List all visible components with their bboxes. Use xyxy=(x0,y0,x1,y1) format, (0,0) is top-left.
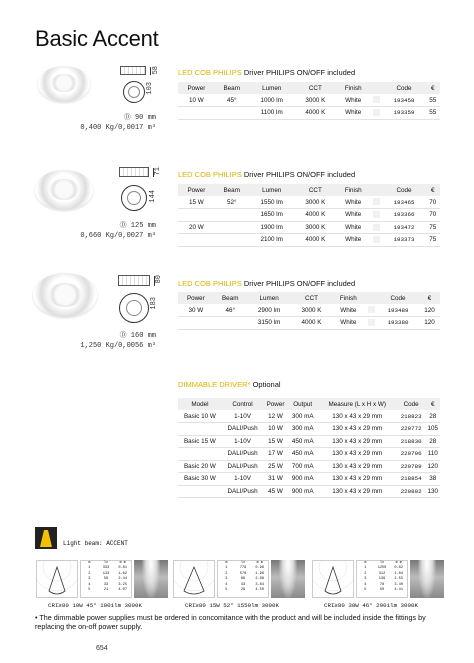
price-cell: 38 xyxy=(426,473,441,486)
finish-cell: White xyxy=(332,304,366,317)
column-header: Lumen xyxy=(249,82,295,94)
code-cell: 193373 xyxy=(383,234,426,247)
table-row xyxy=(178,473,440,486)
control-cell: 1-10V xyxy=(222,410,263,423)
finish-cell: White xyxy=(336,209,371,222)
footnote: • The dimmable power supplies must be ordered in concomitance with the product and will be included inside the fittings by replacing the on-off power supply. xyxy=(35,613,426,631)
lumen-cell: 1900 lm xyxy=(249,221,295,234)
photometric-cell: 778 xyxy=(239,566,247,571)
beam-rendering xyxy=(134,560,168,598)
photometric-caption: CRI≥80 15W 52° 1550lm 3000K xyxy=(185,602,279,609)
power-cell: 45 W xyxy=(263,485,288,498)
power-cell: 25 W xyxy=(263,460,288,473)
code-cell: 193359 xyxy=(383,107,426,120)
control-cell: DALI/Push xyxy=(222,460,263,473)
price-cell: 28 xyxy=(426,435,441,448)
price-cell: 75 xyxy=(426,234,441,247)
beam-cell xyxy=(215,107,249,120)
table-row xyxy=(178,221,440,234)
photometric-cell: 578 xyxy=(239,571,247,576)
photometric-cell: 5 xyxy=(88,587,91,592)
table-row xyxy=(178,410,440,423)
photometric-table xyxy=(217,560,269,598)
diameter: Ⓓ 125 mm xyxy=(119,222,156,230)
power-cell: 15 W xyxy=(178,196,215,209)
beam-rendering xyxy=(271,560,305,598)
photometric-cell: 139 xyxy=(378,577,386,582)
control-cell: DALI/Push xyxy=(222,423,263,436)
finish-swatch xyxy=(371,94,383,107)
width-dimension: 103 xyxy=(146,82,154,95)
measure-cell: 130 x 43 x 29 mm xyxy=(318,485,397,498)
column-header: Code xyxy=(383,184,426,196)
photometric-cell: 333 xyxy=(102,566,110,571)
model-cell: Basic 30 W xyxy=(178,473,222,486)
beam-cell: 52° xyxy=(215,196,249,209)
heading-rest: Driver PHILIPS ON/OFF included xyxy=(241,279,356,288)
model-cell xyxy=(178,448,222,461)
photometric-cell: 1 xyxy=(225,566,228,571)
lumen-cell: 1550 lm xyxy=(249,196,295,209)
column-header: Beam xyxy=(215,82,249,94)
measure-cell: 130 x 43 x 29 mm xyxy=(318,473,397,486)
price-cell: 28 xyxy=(426,410,441,423)
column-header: Code xyxy=(383,82,426,94)
cct-cell: 4000 K xyxy=(295,234,336,247)
lumen-cell: 1650 lm xyxy=(249,209,295,222)
column-header: CCT xyxy=(295,82,336,94)
power-cell: 17 W xyxy=(263,448,288,461)
code-cell: 193489 xyxy=(377,304,419,317)
photometric-cell: 3 xyxy=(88,577,91,582)
column-header: € xyxy=(426,398,441,410)
finish-cell: White xyxy=(336,94,371,107)
photometric-cell: 1 xyxy=(364,566,367,571)
photometric-cell: m xyxy=(364,561,367,565)
photometric-cell: 4.07 xyxy=(118,587,127,592)
power-cell: 20 W xyxy=(178,221,215,234)
measure-cell: 130 x 43 x 29 mm xyxy=(318,423,397,436)
photometric-table xyxy=(80,560,132,598)
light-beam-icon xyxy=(35,527,57,549)
finish-swatch xyxy=(371,196,383,209)
photometric-cell: 0.81 xyxy=(118,566,127,571)
column-header: Power xyxy=(178,82,215,94)
output-cell: 900 mA xyxy=(288,473,318,486)
code-cell: 193380 xyxy=(377,317,419,330)
photometric-caption: CRI≥80 10W 45° 1001lm 3000K xyxy=(48,602,142,609)
column-header xyxy=(371,184,383,196)
beam-label: Light beam: ACCENT xyxy=(63,540,128,547)
beam-cell xyxy=(214,317,247,330)
spec-block xyxy=(40,113,156,133)
spec-block xyxy=(40,221,156,241)
product-heading xyxy=(178,279,355,288)
dimension-line xyxy=(150,67,151,75)
photometric-cell: 2 xyxy=(225,571,228,576)
column-header: € xyxy=(426,184,441,196)
cct-cell: 4000 K xyxy=(295,107,336,120)
finish-cell: White xyxy=(336,221,371,234)
finish-swatch xyxy=(371,234,383,247)
column-header: Power xyxy=(178,292,214,304)
photometric-cell: 21 xyxy=(103,587,109,592)
product-photo-inner xyxy=(48,283,82,307)
control-cell: 1-10V xyxy=(222,435,263,448)
model-cell: Basic 15 W xyxy=(178,435,222,448)
cct-cell: 4000 K xyxy=(292,317,332,330)
code-cell: 220796 xyxy=(397,448,426,461)
weight-volume: 0,660 Kg/0,0027 m³ xyxy=(80,232,156,240)
code-cell: 193458 xyxy=(383,94,426,107)
price-cell: 55 xyxy=(426,94,441,107)
column-header: CCT xyxy=(295,184,336,196)
photometric-cell: 5 xyxy=(364,587,367,592)
model-cell xyxy=(178,423,222,436)
power-cell: 30 W xyxy=(178,304,214,317)
column-header: Output xyxy=(288,398,318,410)
power-cell: 15 W xyxy=(263,435,288,448)
price-cell: 130 xyxy=(426,485,441,498)
control-cell: DALI/Push xyxy=(222,485,263,498)
spec-block xyxy=(40,331,156,351)
finish-swatch xyxy=(371,209,383,222)
lumen-cell: 3150 lm xyxy=(247,317,292,330)
price-cell: 70 xyxy=(426,196,441,209)
heading-rest: Driver PHILIPS ON/OFF included xyxy=(241,170,356,179)
photometric-cell: 3.84 xyxy=(255,582,264,587)
column-header: Control xyxy=(222,398,263,410)
photometric-cell: 133 xyxy=(102,571,110,576)
photometric-cell: 33 xyxy=(103,582,109,587)
table-row xyxy=(178,209,440,222)
table-row xyxy=(178,435,440,448)
column-header: Code xyxy=(377,292,419,304)
photometric-cell: 1.84 xyxy=(394,571,403,576)
table-row xyxy=(178,94,440,107)
table-row xyxy=(178,485,440,498)
price-cell: 110 xyxy=(426,448,441,461)
column-header: Finish xyxy=(336,184,371,196)
control-cell: DALI/Push xyxy=(222,448,263,461)
photometric-cell: 86 xyxy=(240,577,246,582)
photometric-cell: 1.62 xyxy=(118,571,127,576)
photometric-cell: 2 xyxy=(88,571,91,576)
product-heading xyxy=(178,170,355,179)
column-header xyxy=(371,82,383,94)
column-header: CCT xyxy=(292,292,332,304)
page-title: Basic Accent xyxy=(35,26,159,51)
code-cell: 220789 xyxy=(397,460,426,473)
photometric-cell: 4.41 xyxy=(394,587,403,592)
cct-cell: 3000 K xyxy=(295,221,336,234)
beam-cell xyxy=(215,209,249,222)
table-row xyxy=(178,460,440,473)
polar-diagram xyxy=(312,560,354,598)
photometric-row xyxy=(218,588,268,593)
control-cell: 1-10V xyxy=(222,473,263,486)
code-cell: 220802 xyxy=(397,485,426,498)
photometric-cell: 43 xyxy=(240,582,246,587)
price-cell: 120 xyxy=(419,304,440,317)
code-cell: 220772 xyxy=(397,423,426,436)
photometric-cell: 312 xyxy=(378,571,386,576)
photometric-cell: m xyxy=(225,561,228,565)
photometric-cell: 5 xyxy=(225,587,228,592)
photometric-cell: 4 xyxy=(364,582,367,587)
lumen-cell: 2100 lm xyxy=(249,234,295,247)
code-cell: 193465 xyxy=(383,196,426,209)
table-row xyxy=(178,304,440,317)
photometric-cell: 3.40 xyxy=(394,582,403,587)
code-cell: 193472 xyxy=(383,221,426,234)
photometric-cell: ø m xyxy=(256,561,263,565)
output-cell: 700 mA xyxy=(288,460,318,473)
width-dimension: 144 xyxy=(149,190,157,203)
driver-heading xyxy=(178,380,281,389)
code-cell: 218854 xyxy=(397,473,426,486)
lumen-cell: 1000 lm xyxy=(249,94,295,107)
photometric-cell: 0.82 xyxy=(394,566,403,571)
product-table xyxy=(178,292,440,330)
table-row xyxy=(178,423,440,436)
power-cell xyxy=(178,317,214,330)
weight-volume: 0,400 Kg/0,0017 m³ xyxy=(80,124,156,132)
cct-cell: 4000 K xyxy=(295,209,336,222)
photometric-cell: 1 xyxy=(88,566,91,571)
column-header xyxy=(365,292,377,304)
lumen-cell: 2900 lm xyxy=(247,304,292,317)
photometric-row xyxy=(357,588,407,593)
photometric-cell: 2 xyxy=(364,571,367,576)
column-header: Code xyxy=(397,398,426,410)
measure-cell: 130 x 43 x 29 mm xyxy=(318,460,397,473)
heading-highlight: LED COB PHILIPS xyxy=(178,170,242,179)
table-row xyxy=(178,317,440,330)
photometric-cell: 2.88 xyxy=(255,577,264,582)
table-header-row xyxy=(178,82,440,94)
column-header: Finish xyxy=(336,82,371,94)
photometric-cell: 1.96 xyxy=(255,571,264,576)
cct-cell: 3000 K xyxy=(295,94,336,107)
output-cell: 300 mA xyxy=(288,423,318,436)
column-header: Lumen xyxy=(247,292,292,304)
table-row xyxy=(178,107,440,120)
height-dimension: 58 xyxy=(152,66,160,75)
column-header: Beam xyxy=(214,292,247,304)
beam-cell: 45° xyxy=(215,94,249,107)
beam-rendering xyxy=(410,560,444,598)
photometric-cell: 1250 xyxy=(377,566,387,571)
photometric-cell: 2.55 xyxy=(394,577,403,582)
code-cell: 193366 xyxy=(383,209,426,222)
photometric-cell: 2.44 xyxy=(118,577,127,582)
output-cell: 450 mA xyxy=(288,448,318,461)
lumen-cell: 1100 lm xyxy=(249,107,295,120)
column-header: € xyxy=(426,82,441,94)
power-cell: 10 W xyxy=(178,94,215,107)
product-photo-inner xyxy=(49,179,79,200)
product-heading xyxy=(178,68,355,77)
price-cell: 105 xyxy=(426,423,441,436)
output-cell: 900 mA xyxy=(288,485,318,498)
code-cell: 218823 xyxy=(397,410,426,423)
photometric-cell: 59 xyxy=(103,577,109,582)
column-header: Power xyxy=(178,184,215,196)
photometric-cell: lx xyxy=(379,561,385,565)
heading-rest: Optional xyxy=(250,380,281,389)
photometric-cell: 3.25 xyxy=(118,582,127,587)
diameter: Ⓓ 160 mm xyxy=(119,332,156,340)
column-header: Measure (L x H x W) xyxy=(318,398,397,410)
beam-cell xyxy=(215,234,249,247)
photometric-cell: ø m xyxy=(395,561,402,565)
photometric-cell: m xyxy=(88,561,91,565)
output-cell: 300 mA xyxy=(288,410,318,423)
finish-cell: White xyxy=(336,234,371,247)
measure-cell: 130 x 43 x 29 mm xyxy=(318,410,397,423)
table-row xyxy=(178,234,440,247)
table-row xyxy=(178,448,440,461)
heading-rest: Driver PHILIPS ON/OFF included xyxy=(241,68,356,77)
beam-cell xyxy=(215,221,249,234)
column-header: Finish xyxy=(332,292,366,304)
photometric-cell: 4 xyxy=(225,582,228,587)
price-cell: 55 xyxy=(426,107,441,120)
measure-cell: 130 x 43 x 29 mm xyxy=(318,448,397,461)
weight-volume: 1,250 Kg/0,0056 m³ xyxy=(80,342,156,350)
photometric-table xyxy=(356,560,408,598)
heading-highlight: DIMMABLE DRIVER* xyxy=(178,380,251,389)
product-photo-inner xyxy=(51,74,77,92)
column-header: Lumen xyxy=(249,184,295,196)
finish-swatch xyxy=(365,317,377,330)
photometric-cell: 78 xyxy=(379,582,385,587)
power-cell xyxy=(178,234,215,247)
code-cell: 218830 xyxy=(397,435,426,448)
photometric-cell: 4.50 xyxy=(255,587,264,592)
column-header: Power xyxy=(263,398,288,410)
product-table xyxy=(178,184,440,247)
finish-cell: White xyxy=(332,317,366,330)
photometric-cell: lx xyxy=(240,561,246,565)
power-cell: 10 W xyxy=(263,423,288,436)
heading-highlight: LED COB PHILIPS xyxy=(178,68,242,77)
photometric-cell: 4 xyxy=(88,582,91,587)
power-cell xyxy=(178,107,215,120)
product-table xyxy=(178,82,440,120)
height-dimension: 80 xyxy=(155,275,163,284)
power-cell xyxy=(178,209,215,222)
cct-cell: 3000 K xyxy=(292,304,332,317)
finish-swatch xyxy=(365,304,377,317)
heading-highlight: LED COB PHILIPS xyxy=(178,279,242,288)
column-header: Beam xyxy=(215,184,249,196)
photometric-cell: 0.96 xyxy=(255,566,264,571)
model-cell: Basic 20 W xyxy=(178,460,222,473)
finish-swatch xyxy=(371,221,383,234)
power-cell: 31 W xyxy=(263,473,288,486)
page-number: 654 xyxy=(96,645,108,652)
table-header-row xyxy=(178,398,440,410)
model-cell xyxy=(178,485,222,498)
photometric-cell: 28 xyxy=(240,587,246,592)
beam-cell: 46° xyxy=(214,304,247,317)
price-cell: 120 xyxy=(419,317,440,330)
photometric-cell: ø m xyxy=(119,561,126,565)
price-cell: 75 xyxy=(426,221,441,234)
finish-swatch xyxy=(371,107,383,120)
photometric-row xyxy=(81,588,131,593)
measure-cell: 130 x 43 x 29 mm xyxy=(318,435,397,448)
cct-cell: 3000 K xyxy=(295,196,336,209)
finish-cell: White xyxy=(336,107,371,120)
price-cell: 120 xyxy=(426,460,441,473)
photometric-cell: 50 xyxy=(379,587,385,592)
finish-cell: White xyxy=(336,196,371,209)
output-cell: 450 mA xyxy=(288,435,318,448)
driver-table xyxy=(178,398,440,498)
photometric-cell: lx xyxy=(103,561,109,565)
polar-diagram xyxy=(36,560,78,598)
photometric-caption: CRI≥80 30W 46° 2901lm 3000K xyxy=(324,602,418,609)
table-header-row xyxy=(178,292,440,304)
price-cell: 70 xyxy=(426,209,441,222)
photometric-cell: 3 xyxy=(364,577,367,582)
height-dimension: 71 xyxy=(154,167,162,176)
power-cell: 12 W xyxy=(263,410,288,423)
width-dimension: 183 xyxy=(150,297,158,310)
column-header: € xyxy=(419,292,440,304)
table-row xyxy=(178,196,440,209)
table-header-row xyxy=(178,184,440,196)
diameter: Ⓓ 90 mm xyxy=(123,114,156,122)
photometric-cell: 3 xyxy=(225,577,228,582)
polar-diagram xyxy=(173,560,215,598)
model-cell: Basic 10 W xyxy=(178,410,222,423)
column-header: Model xyxy=(178,398,222,410)
